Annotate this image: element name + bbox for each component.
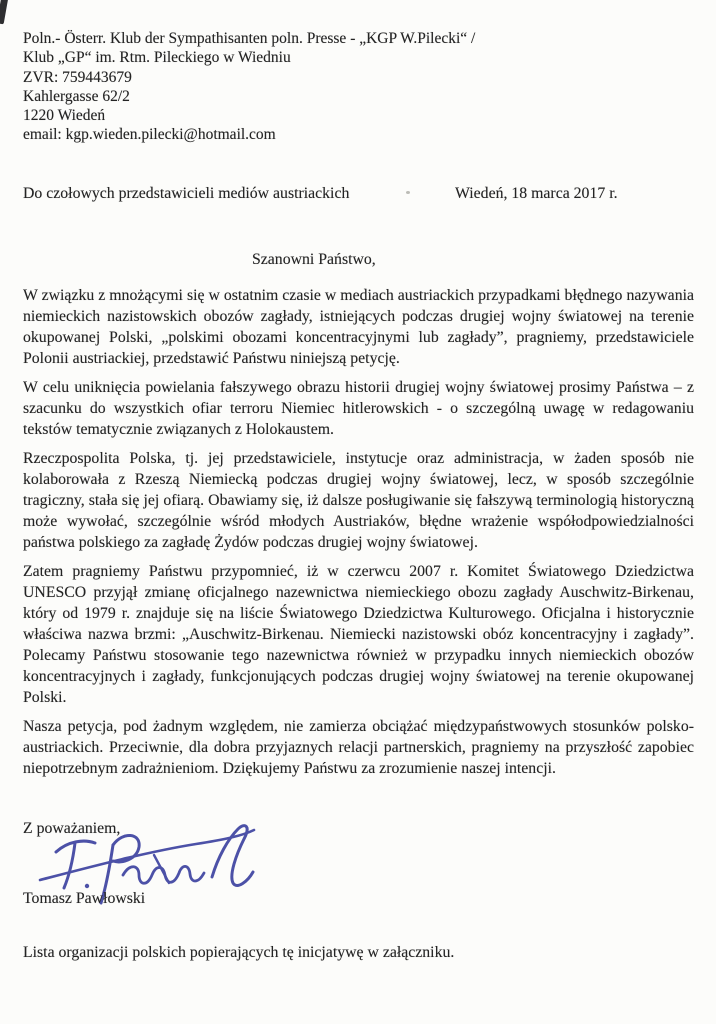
sender-block — [23, 29, 475, 145]
paragraph-unesco: Zatem pragniemy Państwu przypomnieć, iż w czerwcu 2007 r. Komitet Światowego Dziedzictwa UNESCO przyjął zmianę oficjalnego nazewnictwa niemieckiego obozu zagłady Auschwitz-Birkenau, który od 1979 r. znajduje się na liście Światowego Dziedzictwa Kulturowego. Oficjalna i historycznie właściwa nazwa brzmi: „Auschwitz-Birkenau. Niemiecki nazistowski obóz koncentracyjny i zagłady”. Polecamy Państwu stosowanie tego nazewnictwa również w przypadku innych niemieckich obozów koncentracyjnych i zagłady, funkcjonujących podczas drugiej wojny światowej na terenie okupowanej Polski. — [23, 563, 694, 706]
paragraph-history: Rzeczpospolita Polska, tj. jej przedstawiciele, instytucje oraz administracja, w żaden sposób nie kolaborowała z Rzeszą Niemiecką podczas drugiej wojny światowej, lecz, w sposób szczególnie tragiczny, stała się jej ofiarą. Obawiamy się, iż dalsze posługiwanie się fałszywą terminologią historyczną może wywołać, szczególnie wśród młodych Austriaków, błędne wrażenie współodpowiedzialności państwa polskiego za zagładę Żydów podczas drugiej wojny światowej. — [23, 450, 694, 551]
sender-line-street: Kahlergasse 62/2 — [23, 87, 130, 105]
signer-name: Tomasz Pawłowski — [23, 890, 146, 907]
paragraph-request: W celu uniknięcia powielania fałszywego obrazu historii drugiej wojny światowej prosimy Państwa – z szacunku do wszystkich ofiar terroru Niemiec hitlerowskich - o szczególną uwagę w redagowaniu tekstów tematycznie związanych z Holokaustem. — [23, 379, 694, 438]
letter-body — [23, 286, 694, 788]
sender-line-org-pl: Klub „GP“ im. Rtm. Pileckiego w Wiedniu — [23, 49, 291, 67]
sender-line-email: email: kgp.wieden.pilecki@hotmail.com — [23, 126, 276, 144]
scan-corner-artifact — [0, 0, 8, 24]
recipient-line: Do czołowych przedstawicieli mediów austriackich — [23, 185, 350, 202]
salutation: Szanowni Państwo, — [252, 251, 376, 268]
attachment-note: Lista organizacji polskich popierających tę inicjatywę w załączniku. — [23, 944, 455, 961]
recipient-date-row — [23, 185, 694, 205]
sender-line-city: 1220 Wiedeń — [23, 107, 106, 125]
valediction: Z poważaniem, — [23, 820, 121, 837]
paragraph-intro: W związku z mnożącymi się w ostatnim czasie w mediach austriackich przypadkami błędnego nazywania niemieckich nazistowskich obozów zagłady, istniejących podczas drugiej wojny światowej na terenie okupowanej Polski, „polskimi obozami koncentracyjnymi lub zagłady”, pragniemy, przedstawiciele Polonii austriackiej, przedstawić Państwu niniejszą petycję. — [23, 287, 694, 367]
paragraph-relations: Nasza petycja, pod żadnym względem, nie zamierza obciążać międzypaństwowych stosunków polsko-austriackich. Przeciwnie, dla dobra przyjaznych relacji partnerskich, pragniemy na przyszłość zapobiec niepotrzebnym zadrażnieniom. Dziękujemy Państwu za zrozumienie naszej intencji. — [23, 718, 694, 778]
place-date-line: Wiedeń, 18 marca 2017 r. — [455, 185, 618, 202]
sender-line-zvr: ZVR: 759443679 — [23, 68, 132, 86]
sender-line-org-de: Poln.- Österr. Klub der Sympathisanten poln. Presse - „KGP W.Pilecki“ / — [23, 30, 476, 47]
